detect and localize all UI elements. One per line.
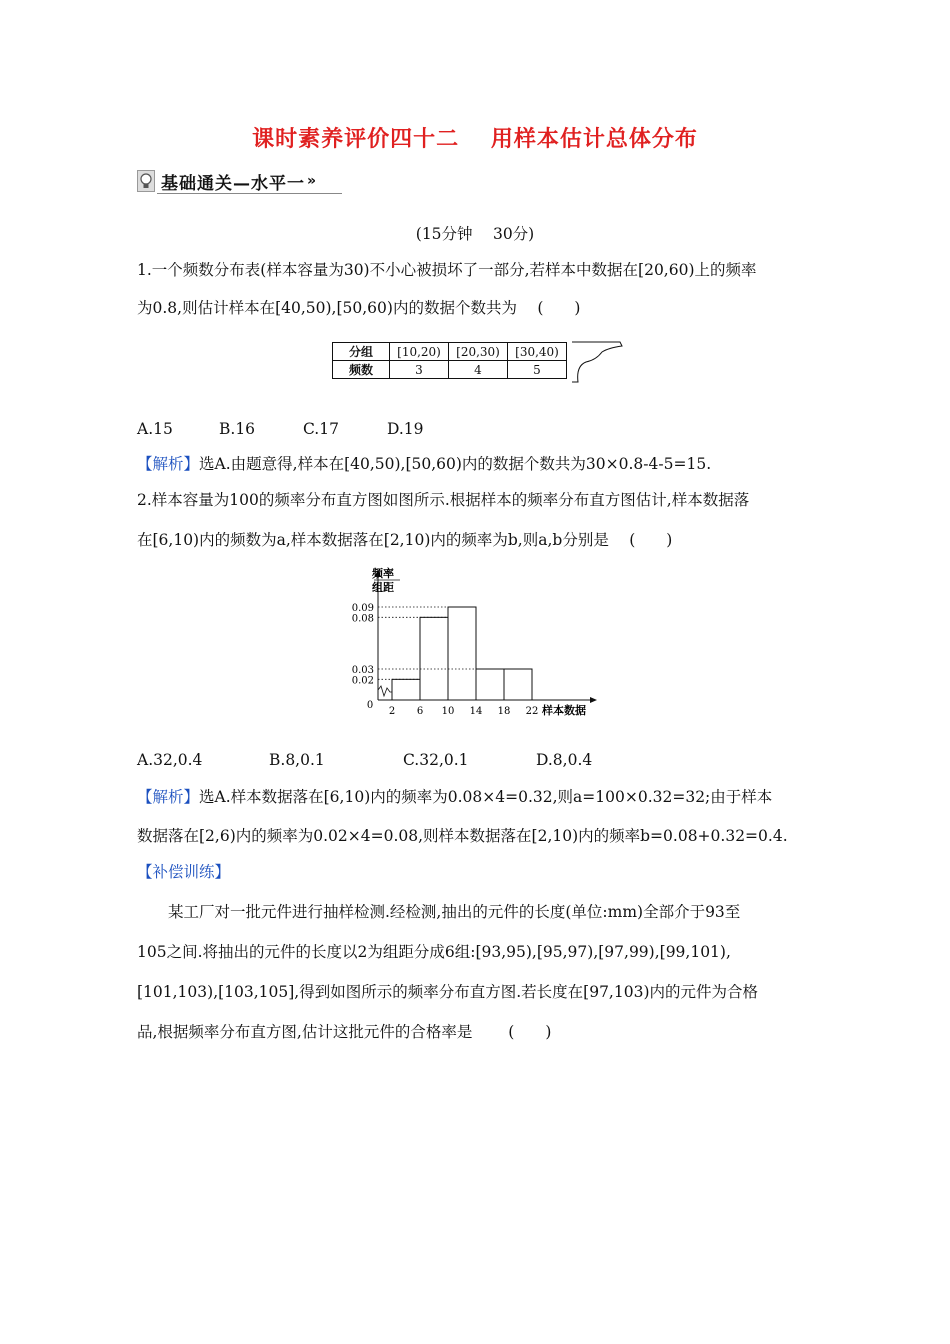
q1-line2: 为0.8,则估计样本在[40,50),[50,60)内的数据个数共为 ( ) — [137, 299, 581, 317]
q2-answer-line1 — [137, 787, 817, 807]
table-row — [333, 361, 567, 379]
x-tick-label: 10 — [441, 706, 455, 717]
y-axis-label-bottom: 组距 — [372, 581, 394, 594]
option-d[interactable]: D.8,0.4 — [536, 751, 593, 769]
time-note: (15分钟 30分) — [415, 225, 535, 243]
histogram-bar — [420, 617, 448, 700]
histogram-bar — [392, 679, 420, 700]
option-c[interactable]: C.32,0.1 — [403, 751, 469, 769]
answer-tag: 【解析】 — [137, 788, 200, 806]
histogram-bar — [504, 669, 532, 700]
x-tick-label: 14 — [469, 706, 483, 717]
option-b[interactable]: B.16 — [219, 420, 256, 438]
answer-text: 选A.样本数据落在[6,10)内的频率为0.08×4=0.32,则a=100×0.32=32;由于样本 — [199, 788, 773, 806]
q2-answer-line2: 数据落在[2,6)内的频率为0.02×4=0.08,则样本数据落在[2,10)内的频率b=0.08+0.32=0.4. — [137, 827, 788, 845]
option-a[interactable]: A.15 — [137, 420, 173, 438]
page-title: 课时素养评价四十二 用样本估计总体分布 — [252, 127, 698, 152]
y-tick-label: 0.02 — [351, 675, 374, 687]
y-tick-label: 0.03 — [351, 665, 374, 676]
group-cell: [30,40) — [508, 343, 567, 361]
q1-line1: 1.一个频数分布表(样本容量为30)不小心被损坏了一部分,若样本中数据在[20,60)上的频率 — [137, 261, 757, 279]
supplement-line1: 某工厂对一批元件进行抽样检测.经检测,抽出的元件的长度(单位:mm)全部介于93至 — [137, 903, 741, 921]
x-axis-arrow — [590, 697, 597, 703]
supplement-line3: [101,103),[103,105],得到如图所示的频率分布直方图.若长度在[97,103)内的元件为合格 — [137, 983, 758, 1001]
y-tick-label: 0.09 — [351, 603, 374, 614]
y-tick-label: 0.08 — [351, 613, 374, 625]
supplement-line4: 品,根据频率分布直方图,估计这批元件的合格率是 ( ) — [137, 1023, 552, 1041]
count-cell: 3 — [390, 361, 449, 379]
q2-line1: 2.样本容量为100的频率分布直方图如图所示.根据样本的频率分布直方图估计,样本数据落 — [137, 491, 750, 509]
frequency-table — [332, 342, 567, 379]
histogram-bar — [476, 669, 504, 700]
option-b[interactable]: B.8,0.1 — [269, 751, 325, 769]
section-label: 基础通关—水平一 — [161, 173, 305, 194]
row-label-count: 频数 — [333, 361, 390, 379]
option-d[interactable]: D.19 — [387, 420, 424, 438]
q1-answer — [137, 454, 817, 474]
table-row — [333, 343, 567, 361]
lightbulb-icon — [137, 170, 155, 192]
histogram-bar — [448, 607, 476, 700]
supplement-tag: 【补偿训练】 — [137, 863, 231, 881]
x-tick-label: 18 — [497, 706, 511, 717]
count-cell: 4 — [449, 361, 508, 379]
group-cell: [20,30) — [449, 343, 508, 361]
x-tick-label: 22 — [525, 706, 539, 717]
section-header — [137, 168, 342, 194]
torn-edge-graphic — [572, 340, 624, 384]
answer-text: 选A.由题意得,样本在[40,50),[50,60)内的数据个数共为30×0.8-4-5=15. — [199, 455, 712, 473]
chevron-right-icon: » — [307, 173, 317, 189]
x-axis-label: 样本数据 — [542, 704, 586, 717]
supplement-line2: 105之间.将抽出的元件的长度以2为组距分成6组:[93,95),[95,97),[97,99),[99,101), — [137, 943, 731, 961]
q2-line2: 在[6,10)内的频数为a,样本数据落在[2,10)内的频率为b,则a,b分别是 ( ) — [137, 531, 673, 549]
y-axis-label-top: 频率 — [372, 567, 394, 580]
x-tick-label: 2 — [388, 706, 396, 717]
q1-options — [137, 420, 424, 438]
origin-label: 0 — [366, 700, 374, 711]
section-underline — [157, 193, 342, 194]
axis-break-mark — [378, 686, 392, 696]
option-a[interactable]: A.32,0.4 — [137, 751, 203, 769]
x-tick-label: 6 — [416, 706, 424, 717]
group-cell: [10,20) — [390, 343, 449, 361]
count-cell: 5 — [508, 361, 567, 379]
option-c[interactable]: C.17 — [303, 420, 339, 438]
q2-options — [137, 751, 592, 769]
histogram-chart — [340, 565, 610, 725]
row-label-group: 分组 — [333, 343, 390, 361]
answer-tag: 【解析】 — [137, 455, 200, 473]
